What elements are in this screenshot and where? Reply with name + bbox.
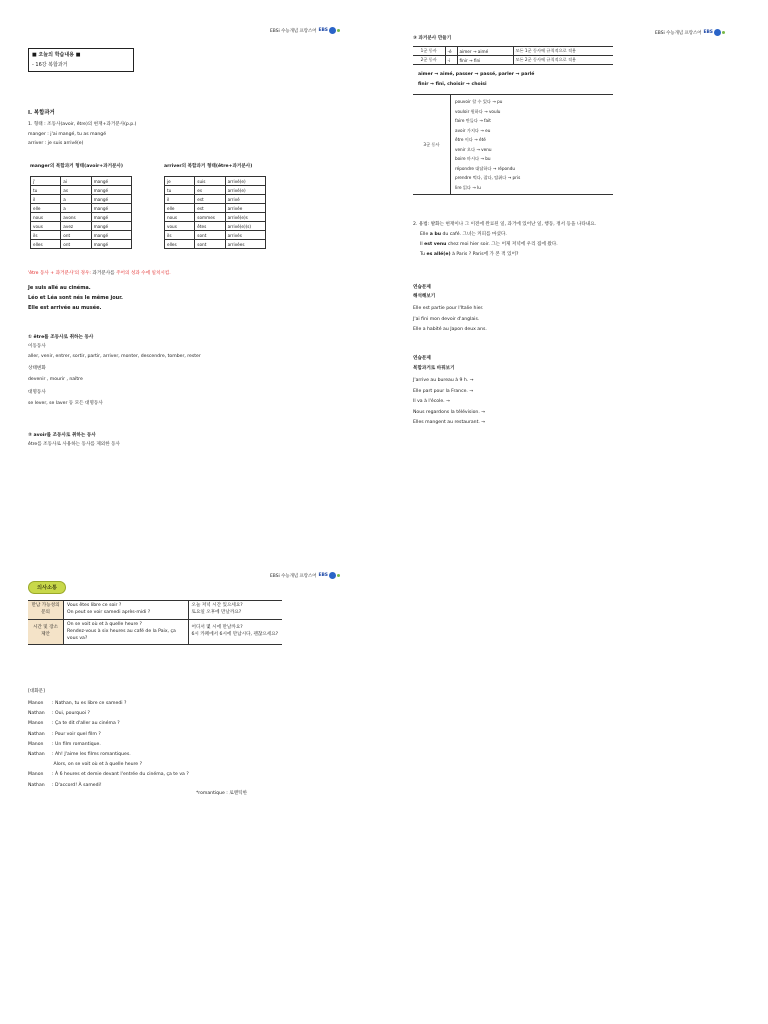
avoir-verbs-desc: être를 조동사로 사용하는 동사를 제외한 동사 [28,442,120,447]
table-cell: est [195,195,225,204]
agreement-rule [28,271,171,277]
dialog-text: : Oui, pourquoi ? [52,711,90,717]
table-cell: sont [195,231,225,240]
table-cell: mangé [91,177,131,186]
dialog-text: : Ah! J'aime les films romantiques. [52,752,131,758]
practice1-title: 연습문제 [413,285,431,290]
table-cell: finir → fini [457,56,513,65]
footnote: *romantique : 로맨틱한 [196,791,248,796]
table-cell: 모든 1군 동사에 규칙적으로 적용 [513,47,613,56]
table-cell: tu [165,186,195,195]
practice2-subtitle: 복합과거로 바꿔보기 [413,366,455,371]
table-row [165,231,266,240]
ebs-dot-icon [722,31,725,34]
ebs-logo-text: EBS [318,28,328,33]
table-cell: arrivé(e) [225,186,265,195]
table2-caption: arriver의 복합과거 형태(être+과거분사) [164,164,253,169]
table-row [165,177,266,186]
dialog-text: : Un film romantique. [52,741,101,747]
table-cell: elles [165,240,195,249]
korean-phrases [188,601,282,620]
ebs-circle-logo-icon [714,29,721,36]
table-cell: arrivé [225,195,265,204]
rule-part-2: 과거분사를 [92,271,117,276]
practice1-list [413,304,487,336]
table-cell: nous [31,213,61,222]
ebs-logo [703,29,725,36]
french-phrase: On se voit où et à quelle heure ? [67,621,142,627]
table-cell: ont [61,231,91,240]
rule-part-3: 주어의 성과 수에 일치시킴. [116,271,171,276]
dialog-text: : Ça te dit d'aller au cinéma ? [52,721,120,727]
table-row [413,47,613,56]
table-cell: -i [445,56,457,65]
dialog-speaker: Nathan [28,782,45,788]
table-cell: elle [165,204,195,213]
page-header-bottom [270,572,340,579]
table-cell: mangé [91,222,131,231]
group3-verb: prendre 먹다, 잡다, 탈취다 → pris [455,175,521,180]
table-row [31,240,132,249]
dialog-speaker: Nathan [28,731,45,737]
usage-example: Elle a bu du café. 그녀는 커피를 마셨다. [420,232,507,237]
practice-item: Elle a habité au Japon deux ans. [413,327,487,332]
table1-caption: manger의 복합과거 형태(avoir+과거분사) [30,164,123,169]
example-sentences [28,283,123,313]
dialog-line [28,750,189,760]
table-row [31,231,132,240]
table-row [165,213,266,222]
table-cell: suis [195,177,225,186]
conjugation-table-arriver [164,176,266,249]
table-cell: mangé [91,240,131,249]
table-cell: -é [445,47,457,56]
practice-item: Elles mangent au restaurant. → [413,420,486,425]
table-cell: arrivées [225,240,265,249]
table-cell: a [61,204,91,213]
group3-label: 3군 동사 [413,95,451,195]
table-cell: 2군 동사 [413,56,445,65]
table-row [31,195,132,204]
table-cell: mangé [91,231,131,240]
dialog-line [28,719,189,729]
practice1-subtitle: 해석해보기 [413,294,436,299]
table-row [165,186,266,195]
table-cell: elles [31,240,61,249]
usage-example: Tu es allé(e) à Paris ? Paris에 가 본 적 있어? [420,252,519,257]
table-cell: vous [165,222,195,231]
table-cell: arrivé(e)(s) [225,222,265,231]
table-cell: nous [165,213,195,222]
french-phrase: Vous êtes libre ce soir ? [67,603,122,608]
etre-verbs-title: ① être를 조동사로 취하는 동사 [28,335,94,340]
dialog-speaker: Manon [28,741,44,747]
group3-verb: avoir 가지다 → eu [455,127,491,133]
dialog-title: [대화문] [28,689,45,694]
conjugation-table-manger [30,176,132,249]
dialog-line [28,770,189,780]
table-row [165,222,266,231]
header-text: EBSi 수능개념 프랑스어 [270,28,317,34]
table-row [31,213,132,222]
dialog-speaker: Manon [28,721,44,727]
french-phrases [64,601,188,620]
table-cell: ont [61,240,91,249]
table-cell: j' [31,177,61,186]
table-cell: il [31,195,61,204]
practice2-title: 연습문제 [413,356,431,361]
table-cell: avons [61,213,91,222]
table-row [31,222,132,231]
dialog-line [28,760,189,770]
table-cell: je [165,177,195,186]
table-cell: êtes [195,222,225,231]
table-cell: sommes [195,213,225,222]
past-participle-table [413,46,613,65]
table-cell: arrivé(e)s [225,213,265,222]
group3-verb: être 이다 → été [455,137,486,142]
pp-example-2: finir → fini, choisir → choisi [418,82,487,87]
table-row [165,240,266,249]
header-text: EBSi 수능개념 프랑스어 [270,573,317,579]
group3-list-cell [451,95,614,195]
ebs-logo-text: EBS [703,30,713,35]
table-cell: aimer → aimé [457,47,513,56]
lesson-goal-title: ■ 오늘의 학습내용 ■ [32,52,81,58]
group3-verb: venir 오다 → venu [455,146,492,152]
etre-category-state-list: devenir , mourir , naître [28,377,83,382]
page-header-right [655,29,725,36]
practice-item: J'arrive au bureau à 9 h. → [413,378,474,383]
table-cell: mangé [91,186,131,195]
practice-item: Elle part pour la France. → [413,388,474,394]
dialog-line [28,699,189,709]
table-cell: mangé [91,195,131,204]
table-row [28,601,282,620]
table-cell: vous [31,222,61,231]
example-manger: manger : j'ai mangé, tu as mangé [28,132,107,137]
table-cell: ils [165,231,195,240]
table-cell: est [195,204,225,213]
dialog-line [28,730,189,740]
table-row [31,186,132,195]
dialog-line [28,740,189,750]
usage-example: Il est venu chez moi hier soir. 그는 어제 저녁에 우리 집에 왔다. [420,242,558,247]
past-participle-title: ③ 과거분사 만들기 [413,36,452,41]
usage-title: 2. 용법: 발화는 현재이나 그 이전에 완료된 일, 과거에 있어난 일, 행동, 정서 등을 나타내요. [413,222,597,227]
table-cell: mangé [91,204,131,213]
avoir-verbs-title: ② avoir를 조동사로 취하는 동사 [28,433,96,438]
dialog-speaker: Manon [28,701,44,706]
group3-table [413,94,613,195]
group3-verb: vouloir 원하다 → voulu [455,108,501,114]
group3-verb: boire 마시다 → bu [455,156,491,161]
table-cell: 모든 2군 동사에 규칙적으로 적용 [513,56,613,65]
korean-phrase: 6시 카페에서 6시에 만납시다, 괜찮으세요? [191,632,279,638]
table-row [31,204,132,213]
group3-verb: lire 읽다 → lu [455,184,481,190]
ebs-logo [318,27,340,34]
table-cell: es [195,186,225,195]
ebs-dot-icon [337,574,340,577]
header-text: EBSi 수능개념 프랑스어 [655,30,702,36]
group3-verb: faire 만들다 → fait [455,118,491,123]
dialog-speaker: Manon [28,772,44,778]
korean-phrases [188,619,282,645]
practice-item: J'ai fini mon devoir d'anglais. [413,316,480,322]
table-cell: arrivé(e) [225,177,265,186]
etre-category-pronominal-list: se lever, se laver 등 모든 대명동사 [28,401,103,406]
table-cell: il [165,195,195,204]
dialog-line [28,781,189,791]
dialog-speaker: Nathan [28,711,45,717]
table-cell: as [61,186,91,195]
form-line: 1. 형태 : 조동사(avoir, être)의 현재+과거분사(p.p.) [28,122,137,127]
ebs-circle-logo-icon [329,572,336,579]
section-title: I. 복합과거 [28,110,55,116]
row-label: 시간 및 장소 제안 [28,619,64,645]
ebs-logo [318,572,340,579]
etre-category-pronominal: 대명동사 [28,390,46,395]
practice2-list [413,376,485,429]
pp-example-1: aimer → aimé, passer → passé, parler → parlé [418,72,535,77]
rule-part-1: 'être 동사 + 과거분사'의 경우: [28,271,93,276]
table-row [31,177,132,186]
group3-verb: pouvoir 할 수 있다 → pu [455,99,503,104]
lesson-goal-text: - 16강 복합과거 [32,62,68,68]
dialog-text: : D'accord! À samedi! [52,782,102,788]
table-cell: arrivée [225,204,265,213]
dialog-text: : À 6 heures et demie devant l'entrée du cinéma, ça te va ? [52,772,189,778]
table-cell: ai [61,177,91,186]
practice-item: Elle est partie pour l'Italie hier. [413,306,484,311]
dialog [28,699,189,791]
table-row [165,204,266,213]
lesson-goal-box [28,48,134,72]
example-sentence: Léo et Léa sont nés le même jour. [28,295,123,301]
row-label: 만남 가능성의 문의 [28,601,64,620]
etre-category-movement: 이동동사 [28,344,46,349]
dialog-text: Alors, on se voit où et à quelle heure ? [52,762,143,768]
dialog-text: : Pour voir quel film ? [52,731,101,737]
table-row [28,619,282,645]
table-cell: a [61,195,91,204]
french-phrases [64,619,188,645]
example-sentence: Je suis allé au cinéma. [28,285,91,291]
table-cell: 1군 동사 [413,47,445,56]
communication-badge: 의사소통 [28,581,66,594]
table-cell: ils [31,231,61,240]
ebs-circle-logo-icon [329,27,336,34]
communication-table [28,600,282,645]
table-cell: tu [31,186,61,195]
table-cell: avez [61,222,91,231]
practice-item: Nous regardons la télévision. → [413,409,486,415]
dialog-text: : Nathan, tu es libre ce samedi ? [52,701,127,706]
table-row [413,56,613,65]
table-cell: sont [195,240,225,249]
dialog-speaker: Nathan [28,752,45,758]
french-phrase: Rendez-vous à six heures au café de la Paix, ça vous va? [67,628,176,641]
ebs-logo-text: EBS [318,573,328,578]
ebs-dot-icon [337,29,340,32]
example-sentence: Elle est arrivée au musée. [28,305,102,311]
table-cell: arrivés [225,231,265,240]
table-cell: elle [31,204,61,213]
etre-category-movement-list: aller, venir, entrer, sortir, partir, arriver, monter, descendre, tomber, rester [28,354,201,359]
table-row [165,195,266,204]
korean-phrase: 오늘 저녁 시간 있으세요? [191,603,243,608]
dialog-line [28,709,189,719]
french-phrase: On peut se voir samedi après-midi ? [67,609,151,615]
table-cell: mangé [91,213,131,222]
korean-phrase: 토요일 오후에 만날까요? [191,609,242,615]
practice-item: Il va à l'école. → [413,399,450,404]
etre-category-state: 상태변화 [28,366,46,371]
group3-verb: répondre 대답하다 → répondu [455,165,516,171]
example-arriver: arriver : je suis arrivé(e) [28,141,84,146]
korean-phrase: 어디서 몇 시에 만날까요? [191,625,243,631]
page-header-left [270,27,340,34]
